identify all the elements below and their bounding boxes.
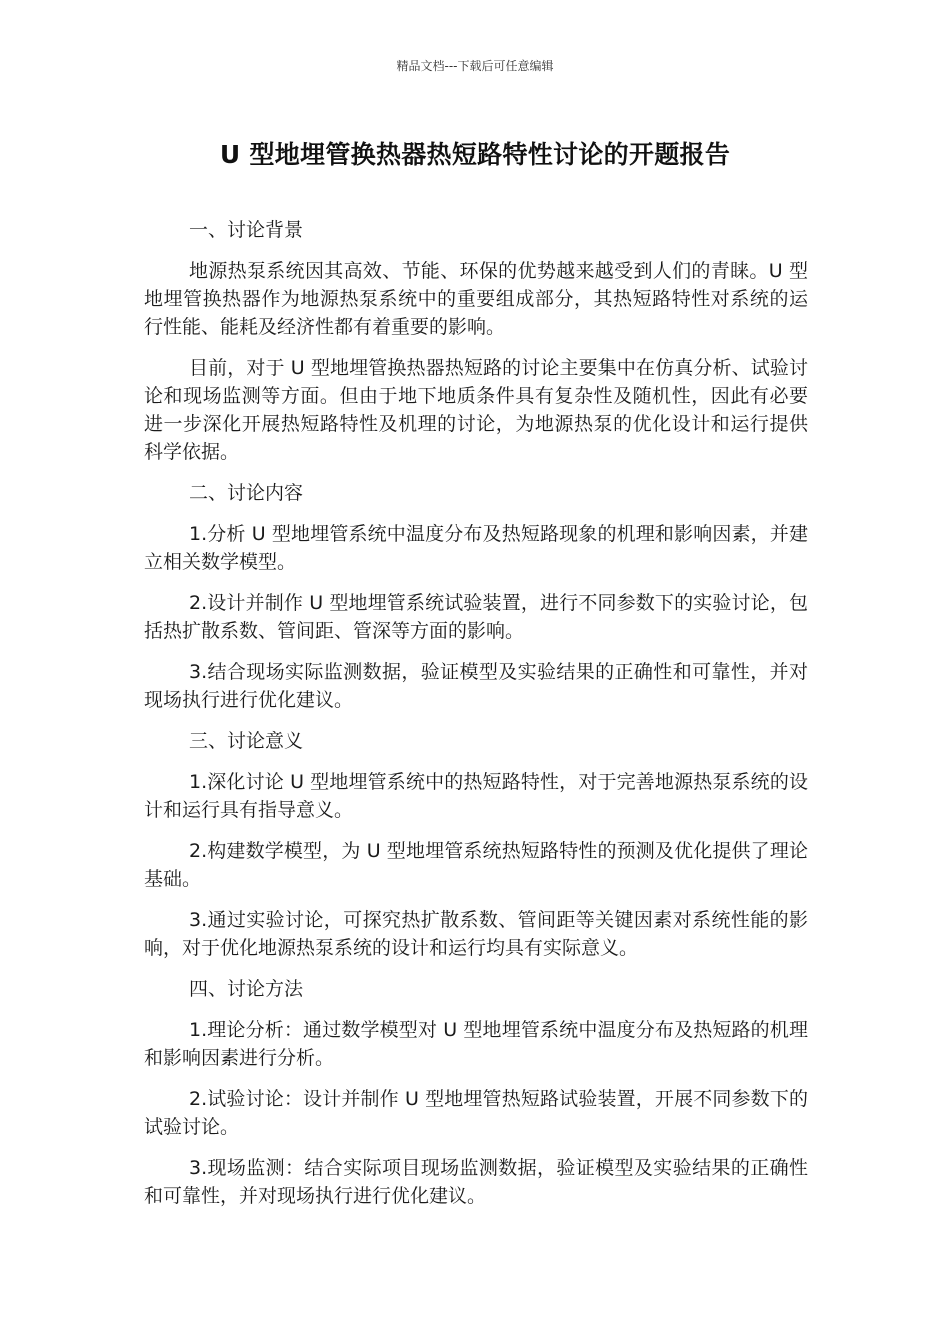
document-body [144,216,808,1223]
document-title: U 型地埋管换热器热短路特性讨论的开题报告 [219,140,731,169]
list-item: 3.现场监测：结合实际项目现场监测数据，验证模型及实验结果的正确性和可靠性，并对现场执行进行优化建议。 [144,1157,808,1207]
list-item: 3.结合现场实际监测数据，验证模型及实验结果的正确性和可靠性，并对现场执行进行优化建议。 [144,661,808,711]
section-content [144,479,808,714]
section-significance [144,727,808,962]
section-background [144,216,808,466]
page-header-note: 精品文档---下载后可任意编辑 [396,59,554,73]
list-item: 3.通过实验讨论，可探究热扩散系数、管间距等关键因素对系统性能的影响，对于优化地源热泵系统的设计和运行均具有实际意义。 [144,909,808,959]
list-item: 1.深化讨论 U 型地埋管系统中的热短路特性，对于完善地源热泵系统的设计和运行具有指导意义。 [144,771,808,821]
section-heading: 一、讨论背景 [189,219,304,241]
section-heading: 三、讨论意义 [189,730,304,752]
section-heading: 四、讨论方法 [189,978,304,1000]
section-methods [144,975,808,1210]
paragraph: 目前，对于 U 型地埋管换热器热短路的讨论主要集中在仿真分析、试验讨论和现场监测等方面。但由于地下地质条件具有复杂性及随机性，因此有必要进一步深化开展热短路特性及机理的讨论，为地源热泵的优化设计和运行提供科学依据。 [144,357,808,463]
list-item: 1.分析 U 型地埋管系统中温度分布及热短路现象的机理和影响因素，并建立相关数学模型。 [144,523,808,573]
list-item: 1.理论分析：通过数学模型对 U 型地埋管系统中温度分布及热短路的机理和影响因素进行分析。 [144,1019,808,1069]
section-heading: 二、讨论内容 [189,482,304,504]
paragraph: 地源热泵系统因其高效、节能、环保的优势越来越受到人们的青睐。U 型地埋管换热器作为地源热泵系统中的重要组成部分，其热短路特性对系统的运行性能、能耗及经济性都有着重要的影响。 [144,260,808,338]
list-item: 2.构建数学模型，为 U 型地埋管系统热短路特性的预测及优化提供了理论基础。 [144,840,808,890]
list-item: 2.设计并制作 U 型地埋管系统试验装置，进行不同参数下的实验讨论，包括热扩散系数、管间距、管深等方面的影响。 [144,592,808,642]
list-item: 2.试验讨论：设计并制作 U 型地埋管热短路试验装置，开展不同参数下的试验讨论。 [144,1088,808,1138]
